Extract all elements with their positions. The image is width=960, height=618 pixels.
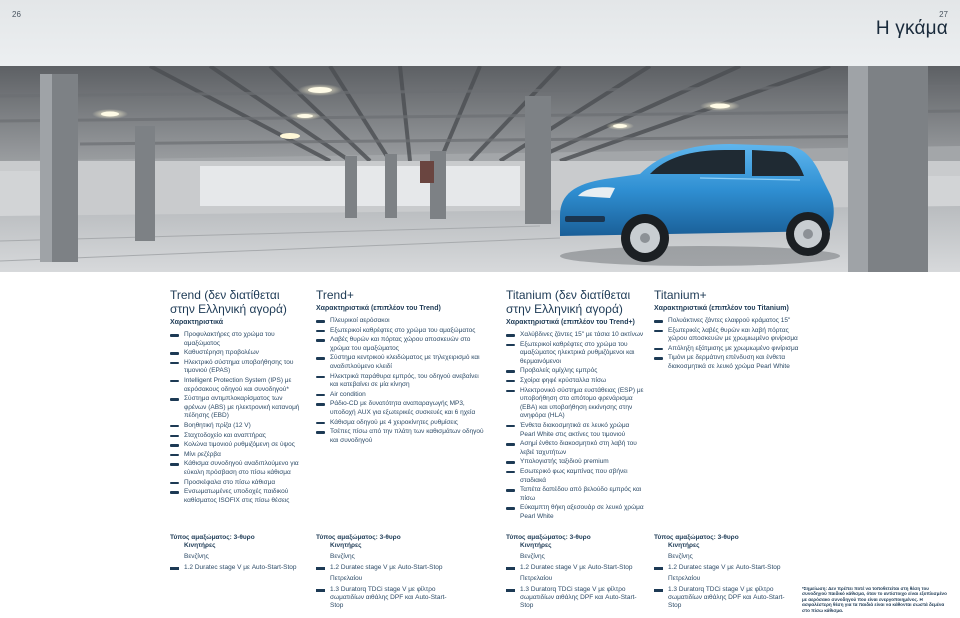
petrol-engine: 1.2 Duratec stage V με Auto-Start-Stop [170,564,305,572]
feature-item: Κάθισμα οδηγού με 4 χειροκίνητες ρυθμίσεις [316,419,488,428]
feature-item: Καθυστέρηση προβολέων [170,349,305,358]
engines-label: Κινητήρες [668,542,700,549]
trim-column-trend [170,288,305,506]
feature-item: Ένθετα διακοσμητικά σε λευκό χρώμα Pearl White στις ακτίνες του τιμονιού [506,422,646,439]
feature-list [316,317,488,445]
trim-subtitle: Χαρακτηριστικά [170,319,224,326]
feature-item: Βοηθητική πρίζα (12 V) [170,422,305,431]
feature-list [506,331,646,521]
engines-label: Κινητήρες [520,542,552,549]
feature-item: Intelligent Protection System (IPS) με αερόσακους οδηγού και συνοδηγού* [170,377,305,394]
engine-block-trend [170,534,305,572]
trim-title: Titanium+ [654,288,707,302]
feature-item: Air condition [316,391,488,400]
feature-item: Εύκαμπτη θήκη αξεσουάρ σε λευκό χρώμα Pearl White [506,504,646,521]
engines-label: Κινητήρες [330,542,362,549]
petrol-engine: 1.2 Duratec stage V με Auto-Start-Stop [654,564,794,572]
petrol-label: Βενζίνης [184,553,209,560]
feature-item: Ηλεκτρικό σύστημα υποβοήθησης του τιμονιού (EPAS) [170,359,305,376]
feature-list [170,331,305,505]
feature-item: Ταπέτα δαπέδου από βελούδο εμπρός και πίσω [506,486,646,503]
diesel-label: Πετρελαίου [330,575,363,582]
diesel-engine: 1.3 Duratorq TDCi stage V με φίλτρο σωματιδίων αιθάλης DPF και Auto-Start-Stop [506,586,646,610]
feature-item: Πλευρικοί αερόσακοι [316,317,488,326]
engine-block-titanium [506,534,646,610]
engines-label: Κινητήρες [184,542,216,549]
body-type: Τύπος αμαξώματος: 3-θυρο [316,534,401,541]
feature-item: Σύστημα κεντρικού κλειδώματος με τηλεχειρισμό και αναδιπλούμενο κλειδί [316,354,488,371]
page-title: Η γκάμα [875,18,948,39]
feature-item: Προσκέφαλα στο πίσω κάθισμα [170,479,305,488]
diesel-engine: 1.3 Duratorq TDCi stage V με φίλτρο σωματιδίων αιθάλης DPF και Auto-Start-Stop [654,586,794,610]
trim-column-titanium [506,288,646,522]
feature-item: Τσέπες πίσω από την πλάτη των καθισμάτων οδηγού και συνοδηγού [316,428,488,445]
feature-item: Λαβές θυρών και πόρτας χώρου αποσκευών στο χρώμα του αμαξώματος [316,336,488,353]
trim-title: Titanium (δεν διατίθεται στην Ελληνική αγορά) [506,288,631,316]
left-page-number: 26 [12,10,21,19]
feature-item: Ασημί ένθετο διακοσμητικό στη λαβή του λεβιέ ταχυτήτων [506,440,646,457]
feature-item: Τιμόνι με δερμάτινη επένδυση και ένθετα διακοσμητικά σε λευκό χρώμα Pearl White [654,354,800,371]
trim-column-trend-plus [316,288,488,446]
feature-item: Εξωτερικοί καθρέφτες στο χρώμα του αμαξώματος [316,327,488,336]
feature-item: Μίνι ρεζέρβα [170,451,305,460]
feature-item: Κολώνα τιμονιού ρυθμιζόμενη σε ύψος [170,441,305,450]
feature-item: Ράδιο-CD με δυνατότητα αναπαραγωγής MP3, υποδοχή AUX για εξωτερικές συσκευές και 6 ηχεία [316,400,488,417]
feature-item: Ηλεκτρικά παράθυρα εμπρός, του οδηγού ανεβαίνει και κατεβαίνει σε μία κίνηση [316,373,488,390]
airbag-footnote: *Σημείωση: Δεν πρέπει ποτέ να τοποθετείται στη θέση του συνοδηγού παιδικό κάθισμα, όταν το αντίστοιχο είναι εξοπλισμένο με αερόσακο συνοδηγού που είναι ενεργοποιημένος. Η ασφαλέστερη θέση για τα παιδιά είναι να κάθονται σωστά δεμένα στο πίσω κάθισμα. [802,586,947,613]
diesel-label: Πετρελαίου [520,575,553,582]
feature-item: Εξωτερικές λαβές θυρών και λαβή πόρτας χώρου αποσκευών με χρωμιωμένο φινίρισμα [654,327,800,344]
body-type: Τύπος αμαξώματος: 3-θυρο [654,534,739,541]
feature-item: Σύστημα αντιμπλοκαρίσματος των φρένων (ABS) με ηλεκτρονική κατανομή πέδησης (EBD) [170,395,305,421]
petrol-label: Βενζίνης [668,553,693,560]
feature-list [654,317,800,372]
feature-item: Σχοίρα φηφέ κρύσταλλα πίσω [506,377,646,386]
body-type: Τύπος αμαξώματος: 3-θυρο [506,534,591,541]
feature-item: Υπολογιστής ταξιδιού premium [506,458,646,467]
feature-item: Απόληξη εξάτμισης με χρωμιωμένο φινίρισμα [654,345,800,354]
body-type: Τύπος αμαξώματος: 3-θυρο [170,534,255,541]
diesel-label: Πετρελαίου [668,575,701,582]
trim-subtitle: Χαρακτηριστικά (επιπλέον του Trend) [316,305,441,312]
feature-item: Προβολείς ομίχλης εμπρός [506,367,646,376]
feature-item: Σταχτοδοχείο και αναπτήρας [170,432,305,441]
petrol-engine: 1.2 Duratec stage V με Auto-Start-Stop [316,564,456,572]
engine-block-trend-plus [316,534,456,610]
engine-block-titanium-plus [654,534,794,610]
trim-title: Trend (δεν διατίθεται στην Ελληνική αγορά) [170,288,287,316]
feature-item: Χαλύβδινες ζάντες 15" με τάσια 10 ακτίνων [506,331,646,340]
trim-subtitle: Χαρακτηριστικά (επιπλέον του Trend+) [506,319,635,326]
page-header [0,0,960,66]
feature-item: Πολυάκτινες ζάντες ελαφρού κράματος 15" [654,317,800,326]
feature-item: Κάθισμα συνοδηγού αναδιπλούμενο για εύκολη πρόσβαση στο πίσω κάθισμα [170,460,305,477]
petrol-engine: 1.2 Duratec stage V με Auto-Start-Stop [506,564,646,572]
right-page-number: 27 [939,10,948,19]
diesel-engine: 1.3 Duratorq TDCi stage V με φίλτρο σωματιδίων αιθάλης DPF και Auto-Start-Stop [316,586,456,610]
feature-item: Ηλεκτρονικό σύστημα ευστάθειας (ESP) με υποβοήθηση στο απότομο φρενάρισμα (EBA) και υποβοήθηση εκκίνησης στην ανηφόρα (HLA) [506,387,646,421]
feature-item: Εσωτερικό φως καμπίνας που σβήνει σταδιακά [506,468,646,485]
feature-item: Εξωτερικοί καθρέφτες στο χρώμα του αμαξώματος ηλεκτρικά ρυθμιζόμενοι και θερμαινόμενοι [506,341,646,367]
feature-item: Προφυλακτήρες στο χρώμα του αμαξώματος [170,331,305,348]
trim-column-titanium-plus [654,288,800,373]
trim-title: Trend+ [316,288,354,302]
petrol-label: Βενζίνης [520,553,545,560]
trim-subtitle: Χαρακτηριστικά (επιπλέον του Titanium) [654,305,789,312]
hero-photo-car-in-parking-garage [0,66,960,272]
petrol-label: Βενζίνης [330,553,355,560]
feature-item: Ενσωματωμένες υποδοχές παιδικού καθίσματος ISOFIX στις πίσω θέσεις [170,488,305,505]
